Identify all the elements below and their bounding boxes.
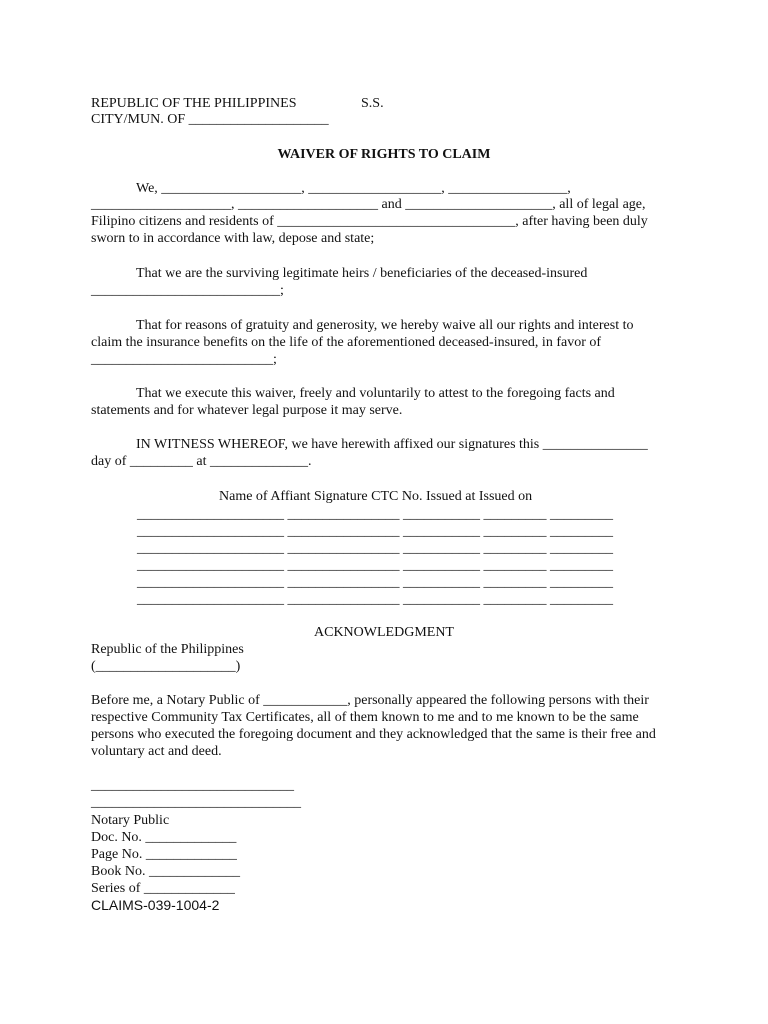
execute-line-1: That we execute this waiver, freely and voluntarily to attest to the foregoing facts and xyxy=(136,386,615,401)
series-of: Series of _____________ xyxy=(91,881,235,896)
heirs-line-2: ___________________________; xyxy=(91,283,284,298)
waiver-line-1: That for reasons of gratuity and generosity, we hereby waive all our rights and interest to xyxy=(136,318,634,333)
notary-signature-line-1: _____________________________ xyxy=(91,778,294,793)
waiver-line-2: claim the insurance benefits on the life of the aforementioned deceased-insured, in favor of xyxy=(91,335,602,350)
intro-line-2: ____________________, ____________________ and _____________________, all of legal age, xyxy=(91,197,646,212)
heirs-line-1: That we are the surviving legitimate heirs / beneficiaries of the deceased-insured xyxy=(136,266,588,281)
notary-signature-line-2: ______________________________ xyxy=(91,795,301,810)
doc-no: Doc. No. _____________ xyxy=(91,830,237,845)
book-no: Book No. _____________ xyxy=(91,864,240,879)
affiant-row: _____________________ ________________ ___________ _________ _________ xyxy=(137,507,613,522)
ack-blank: (____________________) xyxy=(91,659,241,674)
header-ss: S.S. xyxy=(361,96,384,111)
witness-line-2: day of _________ at ______________. xyxy=(91,454,312,469)
intro-line-4: sworn to in accordance with law, depose and state; xyxy=(91,231,375,246)
header-republic: REPUBLIC OF THE PHILIPPINES xyxy=(91,96,297,111)
ack-line-3: persons who executed the foregoing document and they acknowledged that the same is their free and xyxy=(91,727,656,742)
affiant-row: _____________________ ________________ ___________ _________ _________ xyxy=(137,541,613,556)
ack-republic: Republic of the Philippines xyxy=(91,642,244,657)
intro-line-3: Filipino citizens and residents of __________________________________, after having been duly xyxy=(91,214,648,229)
ack-line-2: respective Community Tax Certificates, all of them known to me and to me known to be the same xyxy=(91,710,639,725)
acknowledgment-title: ACKNOWLEDGMENT xyxy=(314,625,454,640)
intro-line-1: We, ____________________, ___________________, _________________, xyxy=(136,181,571,196)
waiver-line-3: __________________________; xyxy=(91,352,277,367)
document-title: WAIVER OF RIGHTS TO CLAIM xyxy=(277,147,491,162)
ack-line-1: Before me, a Notary Public of ____________, personally appeared the following persons with their xyxy=(91,693,649,708)
page-no: Page No. _____________ xyxy=(91,847,237,862)
ack-line-4: voluntary act and deed. xyxy=(91,744,222,759)
affiant-row: _____________________ ________________ ___________ _________ _________ xyxy=(137,524,613,539)
notary-label: Notary Public xyxy=(91,813,170,828)
affiant-row: _____________________ ________________ ___________ _________ _________ xyxy=(137,592,613,607)
execute-line-2: statements and for whatever legal purpose it may serve. xyxy=(91,403,403,418)
affiant-row: _____________________ ________________ ___________ _________ _________ xyxy=(137,558,613,573)
header-city: CITY/MUN. OF ____________________ xyxy=(91,112,329,127)
affiant-row: _____________________ ________________ ___________ _________ _________ xyxy=(137,575,613,590)
witness-line-1: IN WITNESS WHEREOF, we have herewith affixed our signatures this _______________ xyxy=(136,437,648,452)
form-code: CLAIMS-039-1004-2 xyxy=(91,897,220,913)
affiant-table-header: Name of Affiant Signature CTC No. Issued at Issued on xyxy=(219,489,533,504)
